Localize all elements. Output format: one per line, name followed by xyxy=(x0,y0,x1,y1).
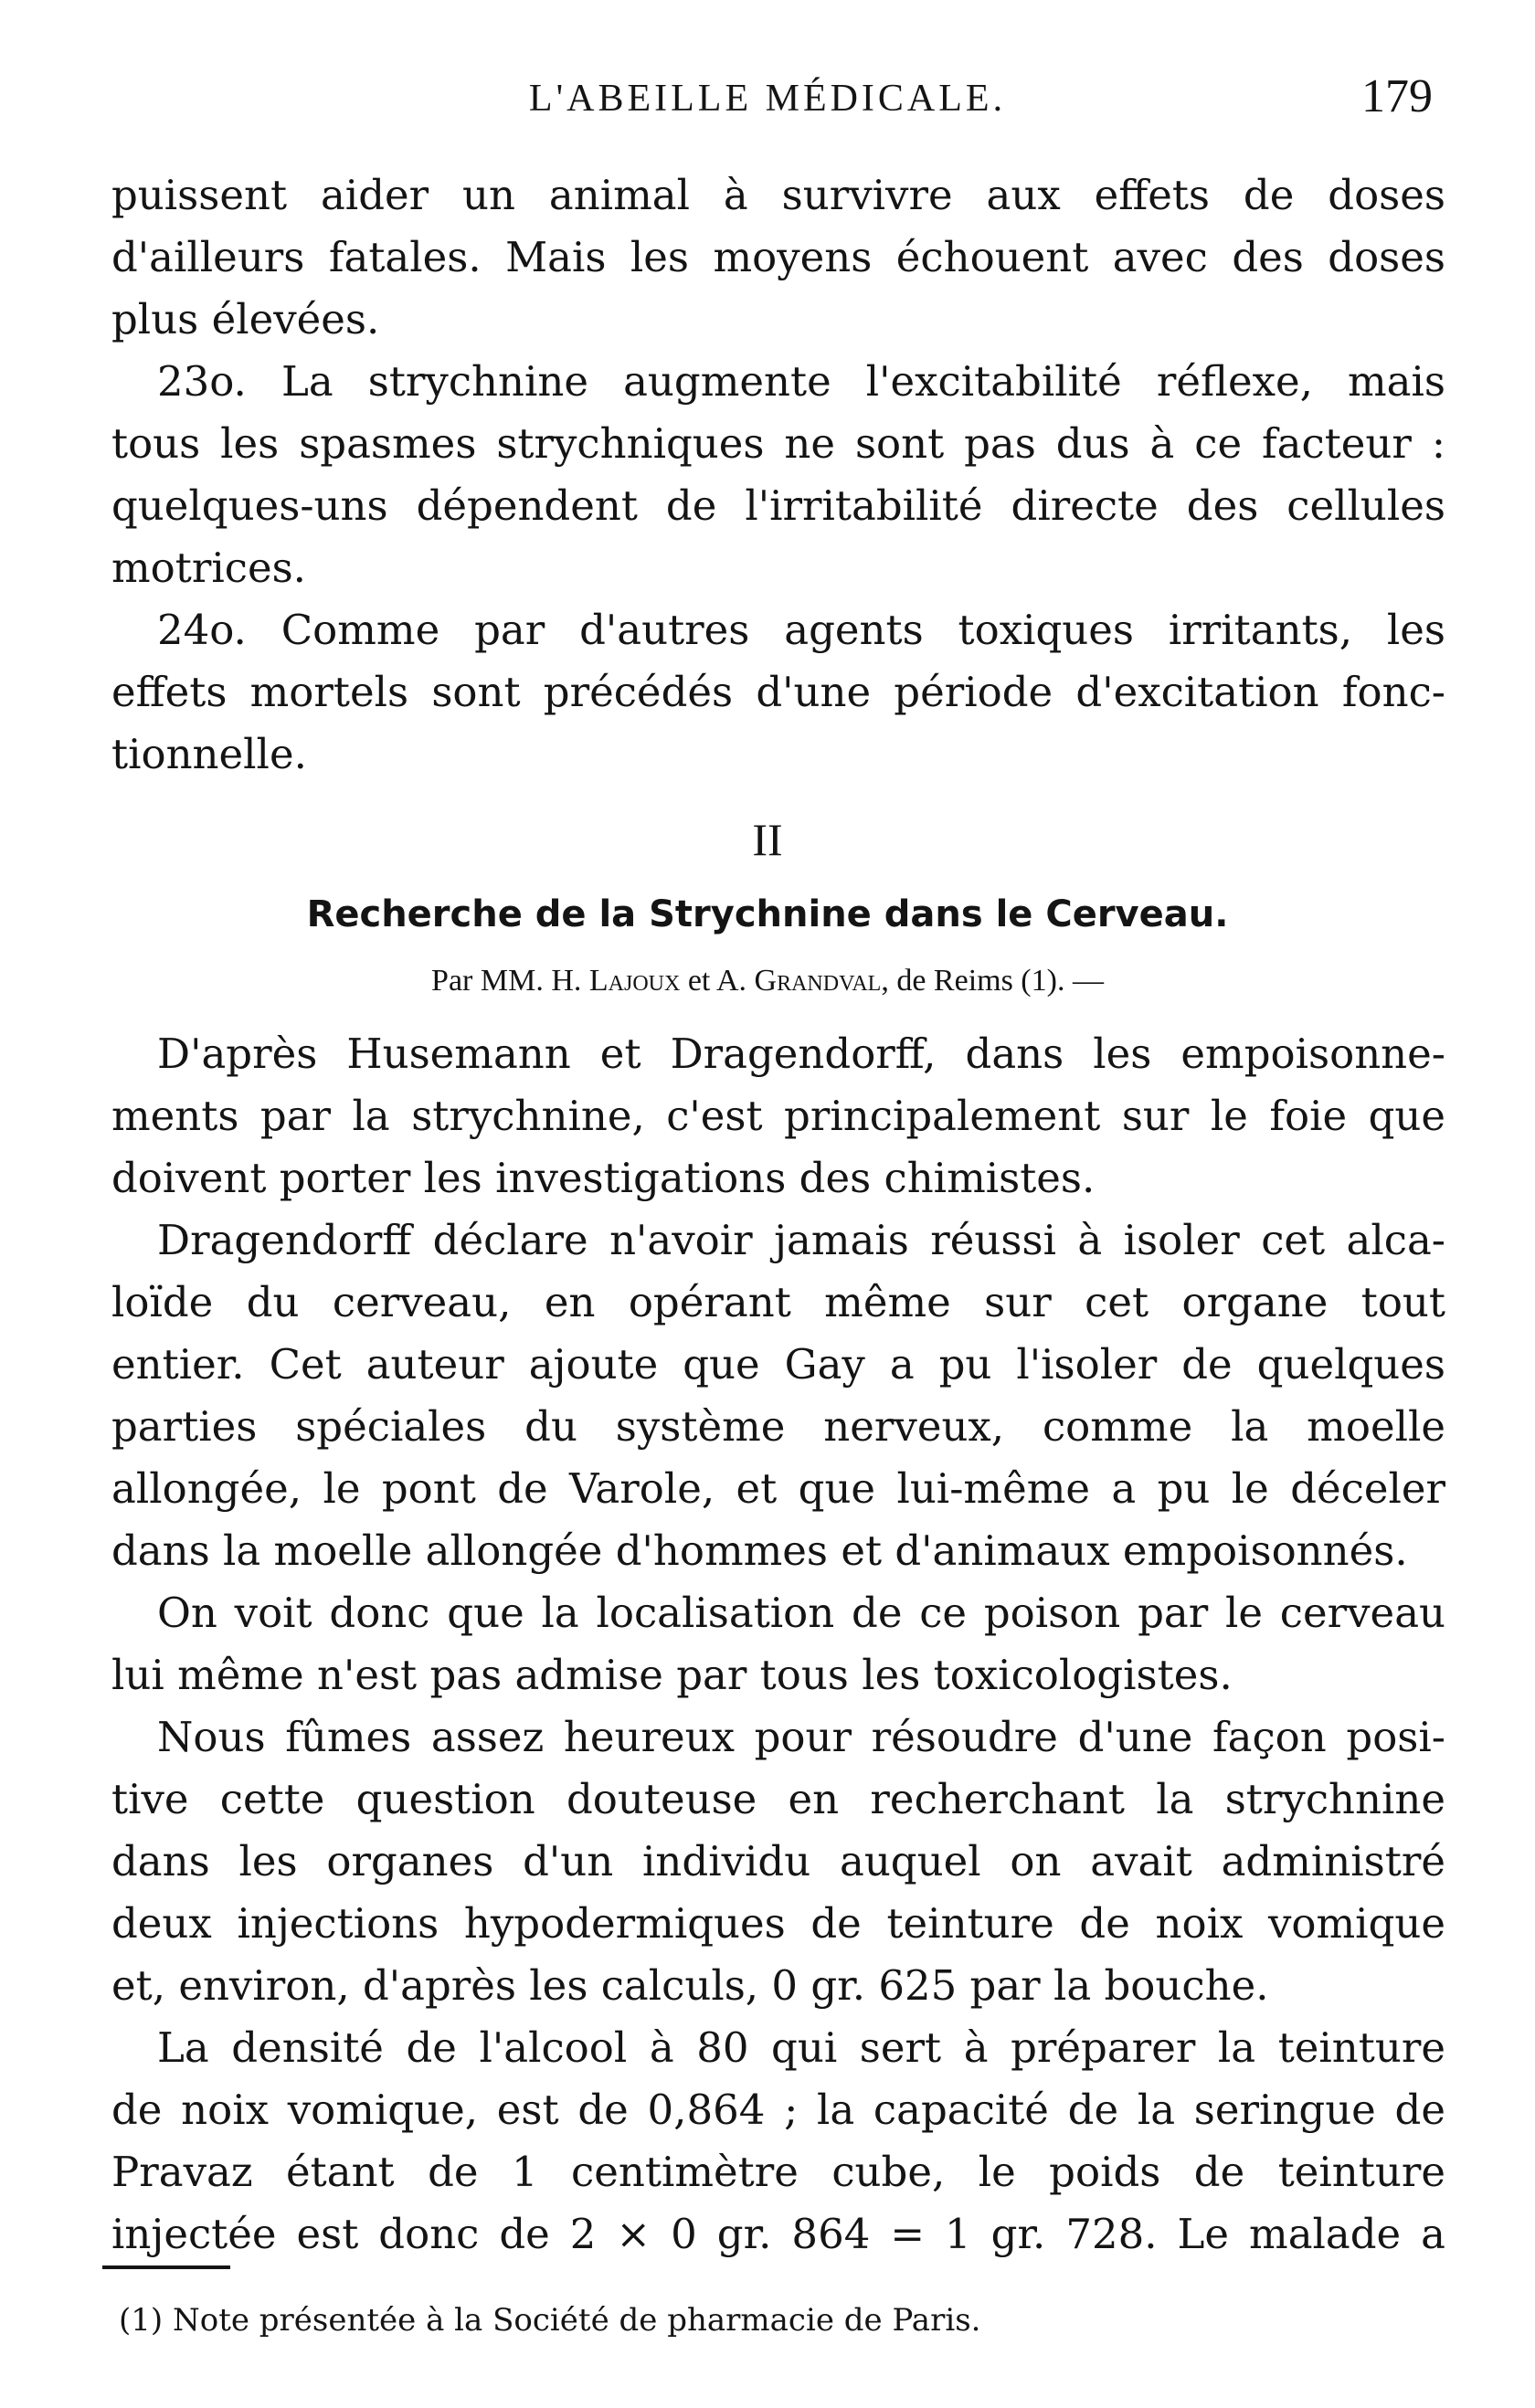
text-line: allongée, le pont de Varole, et que lui-même a pu le déceler xyxy=(111,1464,1445,1513)
text-line: entier. Cet auteur ajoute que Gay a pu l'isoler de quelques xyxy=(111,1340,1445,1389)
text-line: Dragendorff déclare n'avoir jamais réussi à isoler cet alca- xyxy=(157,1216,1445,1264)
text-line: dans les organes d'un individu auquel on avait administré xyxy=(111,1837,1445,1885)
text-line: et, environ, d'après les calculs, 0 gr. 625 par la bouche. xyxy=(111,1961,1269,2010)
byline-and: et A. xyxy=(687,964,747,998)
author-name: Grandval xyxy=(754,964,882,998)
text-line: 24o. Comme par d'autres agents toxiques irritants, les xyxy=(157,606,1445,654)
text-line: parties spéciales du système nerveux, comme la moelle xyxy=(111,1402,1445,1451)
text-line: Pravaz étant de 1 centimètre cube, le poids de teinture xyxy=(111,2148,1445,2196)
text-line: effets mortels sont précédés d'une période d'excitation fonc- xyxy=(111,668,1445,716)
text-line: dans la moelle allongée d'hommes et d'animaux empoisonnés. xyxy=(111,1526,1408,1575)
text-line: tive cette question douteuse en recherchant la strychnine xyxy=(111,1775,1445,1823)
text-line: doivent porter les investigations des chimistes. xyxy=(111,1154,1096,1202)
text-line: quelques-uns dépendent de l'irritabilité directe des cellules xyxy=(111,481,1445,530)
footnote: (1) Note présentée à la Société de pharmacie de Paris. xyxy=(119,2302,981,2339)
text-line: injectée est donc de 2 × 0 gr. 864 = 1 gr. 728. Le malade a xyxy=(111,2210,1445,2258)
text-line: motrices. xyxy=(111,544,306,592)
byline xyxy=(0,964,1535,998)
text-line: tionnelle. xyxy=(111,730,307,778)
page-number: 179 xyxy=(1361,70,1433,122)
text-line: d'ailleurs fatales. Mais les moyens échouent avec des doses xyxy=(111,233,1445,281)
text-line: On voit donc que la localisation de ce poison par le cerveau xyxy=(157,1589,1445,1637)
byline-prefix: Par MM. H. xyxy=(431,964,582,998)
text-line: La densité de l'alcool à 80 qui sert à préparer la teinture xyxy=(157,2023,1445,2072)
text-line: ments par la strychnine, c'est principalement sur le foie que xyxy=(111,1092,1445,1140)
byline-suffix: , de Reims (1). — xyxy=(881,964,1104,998)
author-name: Lajoux xyxy=(588,964,681,998)
running-header: L'ABEILLE MÉDICALE. xyxy=(528,78,1007,120)
body-text-top xyxy=(111,164,1445,786)
text-line: D'après Husemann et Dragendorff, dans les empoisonne- xyxy=(157,1030,1445,1078)
text-line: loïde du cerveau, en opérant même sur cet organe tout xyxy=(111,1278,1445,1326)
text-line: de noix vomique, est de 0,864 ; la capacité de la seringue de xyxy=(111,2086,1445,2134)
text-line: Nous fûmes assez heureux pour résoudre d'une façon posi- xyxy=(157,1713,1445,1761)
text-line: puissent aider un animal à survivre aux effets de doses xyxy=(111,171,1445,219)
body-text-article xyxy=(111,1023,1445,2265)
footnote-rule xyxy=(102,2265,230,2269)
text-line: lui même n'est pas admise par tous les toxicologistes. xyxy=(111,1651,1233,1699)
article-title: Recherche de la Strychnine dans le Cerveau. xyxy=(306,893,1229,935)
text-line: deux injections hypodermiques de teinture de noix vomique xyxy=(111,1899,1445,1948)
section-number: II xyxy=(752,814,783,865)
text-line: tous les spasmes strychniques ne sont pas dus à ce facteur : xyxy=(111,419,1445,468)
text-line: plus élevées. xyxy=(111,295,380,343)
text-line: 23o. La strychnine augmente l'excitabilité réflexe, mais xyxy=(157,357,1445,406)
